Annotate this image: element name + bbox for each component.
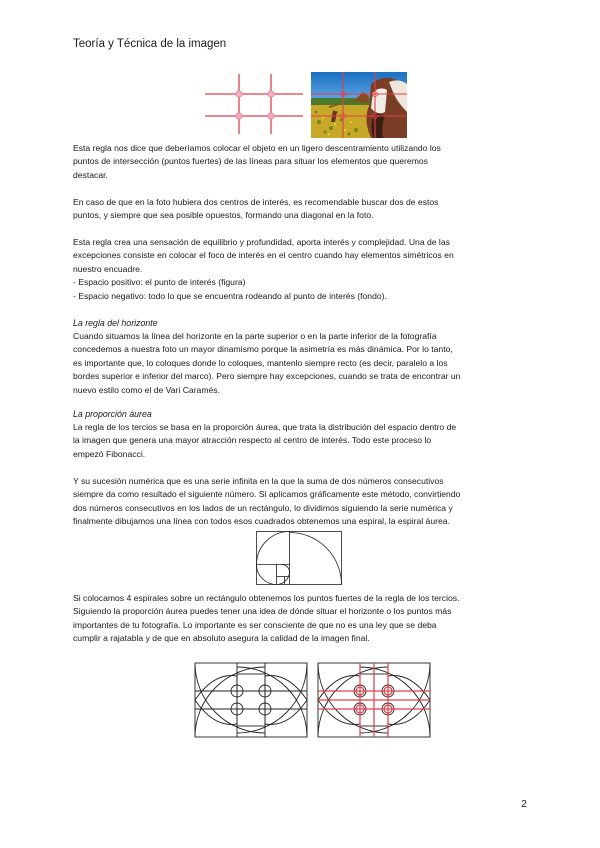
four-spirals-red-grid-diagram bbox=[317, 662, 431, 738]
text-line: empezó Fibonacci. bbox=[73, 448, 146, 459]
text-line: siempre da como resultado el siguiente número. Si aplicamos gráficamente este método, convirtiendo bbox=[73, 489, 461, 500]
text-line: Esta regla crea una sensación de equilibrio y profundidad, aporta interés y complejidad. Una de las bbox=[73, 237, 450, 247]
paragraph-fibonacci bbox=[73, 475, 531, 529]
section-heading-horizonte: La regla del horizonte bbox=[73, 318, 158, 328]
text-line: concedemos a nuestra foto un mayor dinamismo porque la asimetría es más dinámica. Por lo tanto, bbox=[73, 344, 453, 355]
text-line: es importante que, lo coloques donde lo coloques, mantenlo siempre recto (es decir, paralelo a los bbox=[73, 357, 448, 368]
text-line: finalmente dibujamos una línea con todos esos cuadrados obtenemos una espiral, la espiral áurea. bbox=[73, 516, 450, 527]
paragraph-two-centers bbox=[73, 196, 531, 223]
paragraph-four-spirals bbox=[73, 592, 531, 646]
text-line: Cuando situamos la línea del horizonte en la parte superior o en la parte inferior de la fotografía bbox=[73, 331, 437, 341]
text-line: Siguiendo la proporción áurea puedes tener una idea de dónde situar el horizonte o los puntos más bbox=[73, 606, 452, 617]
horse-photo-with-grid bbox=[311, 72, 407, 138]
text-line: la imagen que genera una mayor atracción respecto al centro de interés. Todo este proceso lo bbox=[73, 435, 432, 446]
text-line: En caso de que en la foto hubiera dos centros de interés, es recomendable buscar dos de estos bbox=[73, 197, 439, 207]
thirds-grid-diagram bbox=[205, 74, 303, 134]
text-line: excepciones consiste en colocar el foco de interés en el centro cuando hay elementos simétricos en bbox=[73, 250, 454, 261]
paragraph-equilibrium bbox=[73, 236, 531, 303]
paragraph-aurea bbox=[73, 421, 531, 461]
text-line: puntos de intersección (puntos fuertes) de las líneas para situar los elementos que queremos bbox=[73, 156, 428, 167]
page-header: Teoría y Técnica de la imagen bbox=[73, 38, 227, 50]
text-line: destacar. bbox=[73, 169, 108, 180]
text-line: Y su sucesión numérica que es una serie infinita en la que la suma de dos números consecutivos bbox=[73, 476, 444, 486]
text-line: Si colocamos 4 espirales sobre un rectángulo obtenemos los puntos fuertes de la regla de los tercios. bbox=[73, 593, 460, 603]
text-line: nuevo estilo como el de Vari Caramés. bbox=[73, 384, 220, 395]
text-line: - Espacio positivo: el punto de interés (figura) bbox=[73, 277, 246, 288]
text-line: puntos, y siempre que sea posible opuestos, formando una diagonal en la foto. bbox=[73, 210, 374, 221]
text-line: importantes de tu fotografía. Lo importante es ser consciente de que no es una ley que se deba bbox=[73, 619, 437, 630]
text-line: nuestro encuadre. bbox=[73, 263, 143, 274]
paragraph-horizonte bbox=[73, 330, 531, 397]
text-line: bordes superior e inferior del marco). Pero siempre hay excepciones, cuando se trata de encontrar un bbox=[73, 371, 461, 382]
text-line: dos números consecutivos en los lados de un rectángulo, lo dividimos siguiendo la serie numérica y bbox=[73, 502, 453, 513]
page-number: 2 bbox=[521, 798, 527, 810]
fibonacci-spiral-diagram bbox=[256, 531, 342, 585]
text-line: - Espacio negativo: todo lo que se encuentra rodeando al punto de interés (fondo). bbox=[73, 290, 387, 301]
text-line: Esta regla nos dice que deberíamos colocar el objeto en un ligero descentramiento utilizando los bbox=[73, 143, 441, 153]
text-line: La regla de los tercios se basa en la proporción áurea, que trata la distribución del espacio dentro de bbox=[73, 422, 457, 432]
paragraph-rule-explanation bbox=[73, 142, 531, 182]
four-spirals-diagram bbox=[194, 662, 308, 738]
section-heading-aurea: La proporción áurea bbox=[73, 409, 152, 419]
text-line: cumplir a rajatabla y de que en absoluto asegura la calidad de la imagen final. bbox=[73, 633, 370, 644]
